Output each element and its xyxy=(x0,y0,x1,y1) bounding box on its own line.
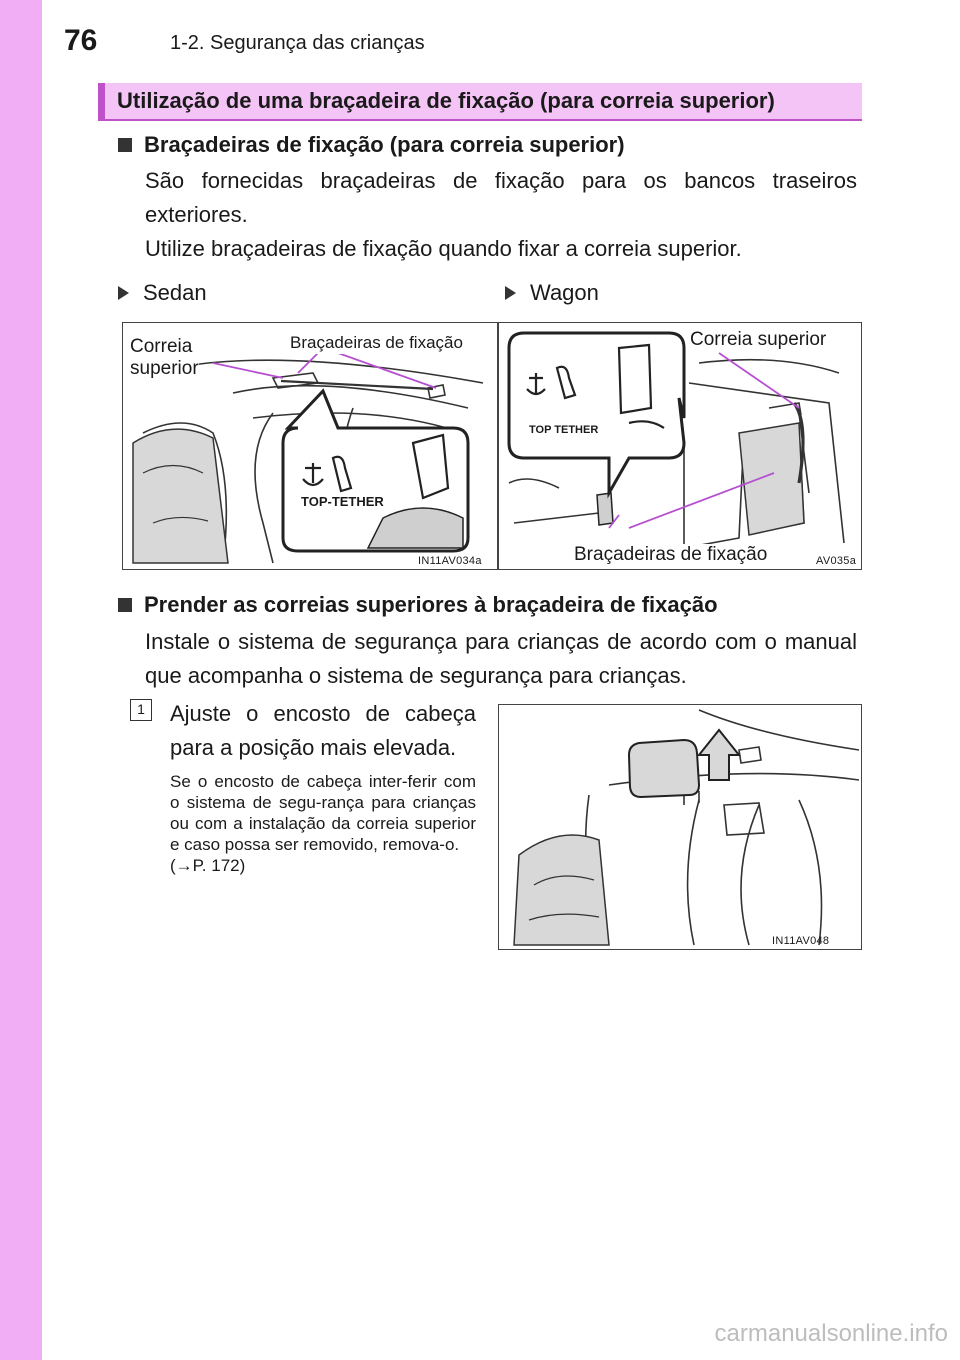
paragraph-brackets-use: Utilize braçadeiras de fixação quando fixar a correia superior. xyxy=(145,236,742,261)
subheading-attach-straps xyxy=(118,592,718,618)
wagon-brackets-callout: Braçadeiras de fixação xyxy=(574,544,768,565)
sedan-tag-text: TOP-TETHER xyxy=(301,494,384,509)
headrest-illustration xyxy=(499,705,862,950)
wagon-strap-callout: Correia superior xyxy=(690,329,827,350)
paragraph-brackets-provided: São fornecidas braçadeiras de fixação para os bancos traseiros exteriores. xyxy=(145,168,857,227)
wagon-callout-lines xyxy=(499,323,862,570)
watermark-text: carmanualsonline.info xyxy=(714,1320,948,1347)
paragraph-install-restraint: Instale o sistema de segurança para crianças de acordo com o manual que acompanha o sistema de segurança para crianças. xyxy=(145,629,857,688)
step-1-note-text: Se o encosto de cabeça inter-ferir com o sistema de segu-rança para crianças ou com a instalação da correia superior e caso possa ser removido, remova-o. xyxy=(170,772,476,854)
triangle-bullet-icon xyxy=(505,286,516,300)
variant-label-wagon: Wagon xyxy=(505,280,599,306)
section-banner: Utilização de uma braçadeira de fixação (para correia superior) xyxy=(98,83,862,121)
wagon-figure-code: AV035a xyxy=(816,555,857,567)
chapter-title: 1-2. Segurança das crianças xyxy=(170,32,425,54)
subheading-attach-straps-text: Prender as correias superiores à braçadeira de fixação xyxy=(144,592,718,617)
square-bullet-icon xyxy=(118,598,132,612)
figure-wagon xyxy=(498,322,862,570)
variant-label-sedan: Sedan xyxy=(118,280,207,306)
figure-sedan xyxy=(122,322,498,570)
figure-headrest xyxy=(498,704,862,950)
step-1-note xyxy=(170,771,476,876)
sedan-strap-callout: Correia superior xyxy=(130,336,199,379)
subheading-brackets-text: Braçadeiras de fixação (para correia superior) xyxy=(144,132,625,157)
headrest-figure-code: IN11AV048 xyxy=(772,935,830,947)
page-number: 76 xyxy=(64,24,98,57)
step-number-box: 1 xyxy=(130,699,152,721)
triangle-bullet-icon xyxy=(118,286,129,300)
step-1-instruction: Ajuste o encosto de cabeça para a posição mais elevada. xyxy=(170,701,476,760)
step-1-page-reference: (→P. 172) xyxy=(170,856,246,875)
side-tab-stripe xyxy=(0,0,42,1360)
subheading-brackets xyxy=(118,132,625,158)
sedan-figure-code: IN11AV034a xyxy=(418,555,482,567)
sedan-brackets-callout: Braçadeiras de fixação xyxy=(290,333,463,352)
square-bullet-icon xyxy=(118,138,132,152)
wagon-tag-text: TOP TETHER xyxy=(529,424,599,436)
